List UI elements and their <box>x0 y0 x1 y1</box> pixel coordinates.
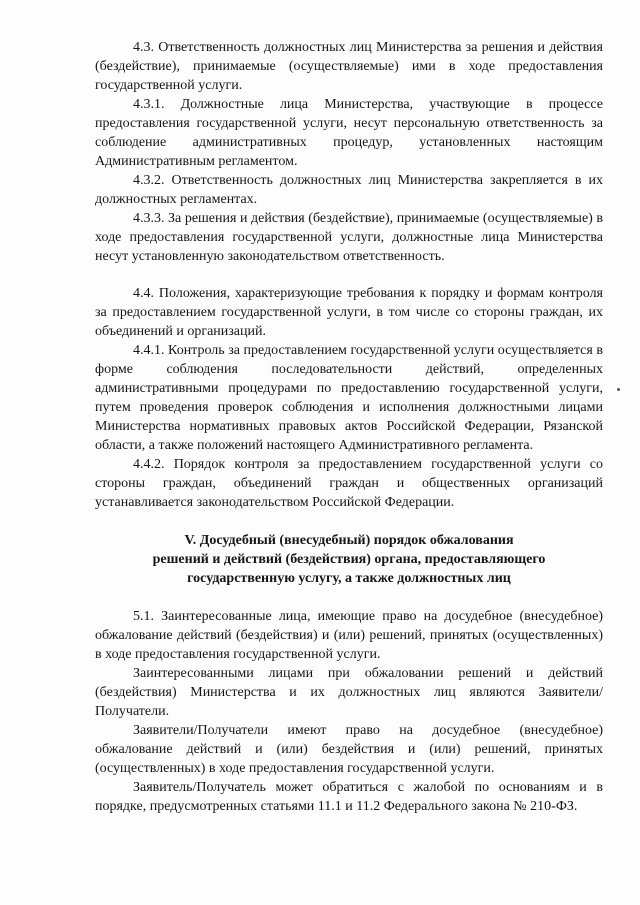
paragraph-4-3: 4.3. Ответственность должностных лиц Министерства за решения и действия (бездействие), принимаемые (осуществляемые) ими в ходе предоставления государственной услуги. <box>95 40 603 93</box>
paragraph-4-4-1: 4.4.1. Контроль за предоставлением государственной услуги осуществляется в форме соблюдения последовательности действий, определенных административными процедурами по предоставлению государственной услуги, путем проведения проверок соблюдения и исполнения должностными лицами Министерства нормативных правовых актов Российской Федерации, Рязанской области, а также положений настоящего Административного регламента. <box>95 343 603 453</box>
section-5-heading-line: решений и действий (бездействия) органа, предоставляющего <box>152 552 546 567</box>
paragraph-4-4: 4.4. Положения, характеризующие требования к порядку и формам контроля за предоставлением государственной услуги, в том числе со стороны граждан, их объединений и организаций. <box>95 286 603 339</box>
document-body <box>95 38 603 816</box>
spacer <box>95 512 603 531</box>
section-5-heading <box>95 531 603 588</box>
paragraph-4-4-2: 4.4.2. Порядок контроля за предоставлением государственной услуги со стороны граждан, объединений граждан и общественных организаций устанавливается законодательством Российской Федерации. <box>95 457 603 510</box>
spacer <box>95 588 603 607</box>
scan-speck <box>617 388 620 391</box>
paragraph-5-1-appeal-right: Заявители/Получатели имеют право на досудебное (внесудебное) обжалование действий и (или) бездействия и (или) решений, принятых (осуществленных) в ходе предоставления государственной услуги. <box>95 723 603 776</box>
paragraph-4-3-3: 4.3.3. За решения и действия (бездействие), принимаемые (осуществляемые) в ходе предоставления государственной услуги, должностные лица Министерства несут установленную законодательством ответственность. <box>95 211 603 264</box>
paragraph-4-3-1: 4.3.1. Должностные лица Министерства, участвующие в процессе предоставления государственной услуги, несут персональную ответственность за соблюдение административных процедур, установленных настоящим Административным регламентом. <box>95 97 603 169</box>
paragraph-4-3-2: 4.3.2. Ответственность должностных лиц Министерства закрепляется в их должностных регламентах. <box>95 173 603 207</box>
paragraph-5-1-interested-persons: Заинтересованными лицами при обжаловании решений и действий (бездействия) Министерства и их должностных лиц являются Заявители/Получатели. <box>95 666 603 719</box>
section-5-heading-line: государственную услугу, а также должностных лиц <box>187 571 511 586</box>
spacer <box>95 266 603 284</box>
paragraph-5-1-complaint: Заявитель/Получатель может обратиться с жалобой по основаниям и в порядке, предусмотренных статьями 11.1 и 11.2 Федерального закона № 210-ФЗ. <box>95 780 603 814</box>
section-5-heading-line: V. Досудебный (внесудебный) порядок обжалования <box>184 533 514 548</box>
paragraph-5-1: 5.1. Заинтересованные лица, имеющие право на досудебное (внесудебное) обжалование действий (бездействия) и (или) решений, принятых (осуществленных) в ходе предоставления государственной услуги. <box>95 609 603 662</box>
